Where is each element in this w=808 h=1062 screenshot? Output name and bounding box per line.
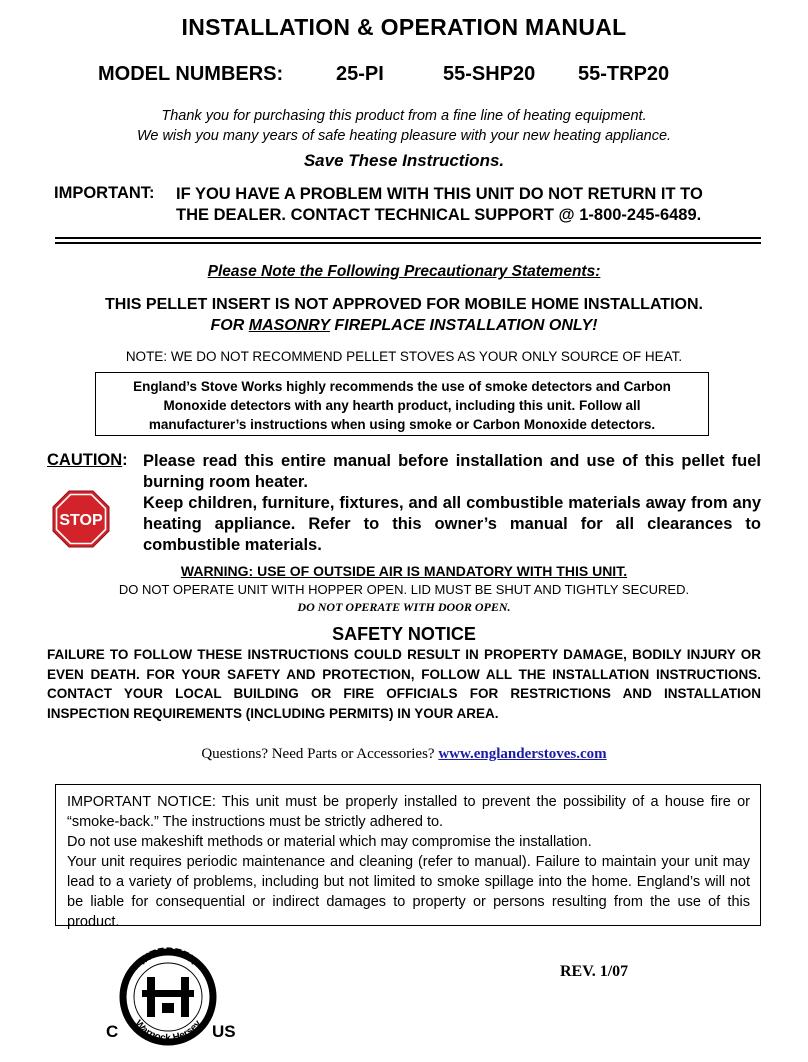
thank-you-text	[0, 106, 808, 146]
caution-label	[47, 451, 128, 470]
detector-line: England’s Stove Works highly recommends the use of smoke detectors and Carbon	[133, 379, 671, 394]
caution-paragraph: Keep children, furniture, fixtures, and all combustible materials away from any heating appliance. Refer to this owner’s manual for all clearances to combustible materials.	[143, 494, 761, 554]
detector-line: Monoxide detectors with any hearth product, including this unit. Follow all	[163, 398, 641, 413]
notice-paragraph: Your unit requires periodic maintenance and cleaning (refer to manual). Failure to maintain your unit may lead to a variety of problems, including but not limited to smoke spillage into the home. England’s will not be liable for consequential or indirect damages to property or persons resulting from the use of this product.	[67, 854, 750, 930]
masonry-pre: FOR	[210, 317, 249, 334]
stop-sign-text: STOP	[59, 512, 103, 529]
logo-us-text: US	[212, 1022, 236, 1041]
logo-c-text: C	[106, 1022, 119, 1041]
important-line: IF YOU HAVE A PROBLEM WITH THIS UNIT DO NOT RETURN IT TO	[176, 185, 703, 203]
masonry-word: MASONRY	[248, 317, 330, 334]
intertek-certification-logo	[80, 933, 250, 1059]
save-instructions: Save These Instructions.	[303, 151, 505, 170]
heat-source-note: NOTE: WE DO NOT RECOMMEND PELLET STOVES AS YOUR ONLY SOURCE OF HEAT.	[125, 349, 683, 364]
safety-notice-text: FAILURE TO FOLLOW THESE INSTRUCTIONS COULD RESULT IN PROPERTY DAMAGE, BODILY INJURY OR EVEN DEATH. FOR YOUR SAFETY AND PROTECTION, FOLLOW ALL THE INSTALLATION INSTRUCTIONS. CONTACT YOUR LOCAL BUILDING OR FIRE OFFICIALS FOR RESTRICTIONS AND INSTALLATION INSPECTION REQUIREMENTS (INCLUDING PERMITS) IN YOUR AREA.	[47, 647, 761, 721]
double-divider	[55, 237, 761, 244]
masonry-only-warning	[0, 317, 808, 335]
important-text	[176, 184, 776, 226]
thanks-line: Thank you for purchasing this product from a fine line of heating equipment.	[161, 108, 647, 124]
caution-colon: :	[122, 451, 128, 469]
website-link[interactable]: www.englanderstoves.com	[438, 746, 607, 762]
questions-text: Questions? Need Parts or Accessories?	[201, 746, 439, 762]
model-numbers-label: MODEL NUMBERS:	[98, 63, 284, 85]
manual-title: INSTALLATION & OPERATION MANUAL	[181, 14, 627, 40]
logo-top-text: INTERTEK	[137, 945, 199, 968]
thanks-line: We wish you many years of safe heating pleasure with your new heating appliance.	[136, 128, 672, 144]
notice-paragraph: Do not use makeshift methods or material which may compromise the installation.	[67, 834, 592, 850]
important-label: IMPORTANT:	[54, 184, 155, 202]
stop-sign-icon	[52, 490, 110, 548]
safety-notice-title: SAFETY NOTICE	[332, 624, 476, 644]
precaution-heading: Please Note the Following Precautionary Statements:	[207, 263, 601, 280]
parts-questions	[0, 746, 808, 763]
model-number: 55-TRP20	[578, 63, 670, 85]
caution-text	[143, 451, 761, 556]
model-number: 25-PI	[336, 63, 384, 85]
revision-label: REV. 1/07	[560, 963, 629, 980]
door-warning: DO NOT OPERATE WITH DOOR OPEN.	[297, 600, 511, 614]
detector-recommendation-box	[95, 372, 709, 436]
detector-line: manufacturer’s instructions when using smoke or Carbon Monoxide detectors.	[148, 417, 656, 432]
important-line: THE DEALER. CONTACT TECHNICAL SUPPORT @ 1-800-245-6489.	[176, 206, 702, 224]
caution-word: CAUTION	[47, 451, 123, 469]
logo-bottom-text: Warnock Hersey	[132, 1018, 204, 1045]
outside-air-warning: WARNING: USE OF OUTSIDE AIR IS MANDATORY WITH THIS UNIT.	[180, 563, 628, 579]
caution-paragraph: Please read this entire manual before installation and use of this pellet fuel burning room heater.	[143, 452, 761, 491]
masonry-post: FIREPLACE INSTALLATION ONLY!	[329, 317, 598, 334]
hopper-warning: DO NOT OPERATE UNIT WITH HOPPER OPEN. LID MUST BE SHUT AND TIGHTLY SECURED.	[118, 582, 690, 597]
mobile-home-warning: THIS PELLET INSERT IS NOT APPROVED FOR MOBILE HOME INSTALLATION.	[105, 296, 703, 313]
notice-paragraph: IMPORTANT NOTICE: This unit must be properly installed to prevent the possibility of a house fire or “smoke-back.” The instructions must be strictly adhered to.	[67, 794, 750, 830]
model-number: 55-SHP20	[443, 63, 536, 85]
important-notice-box	[55, 784, 761, 930]
